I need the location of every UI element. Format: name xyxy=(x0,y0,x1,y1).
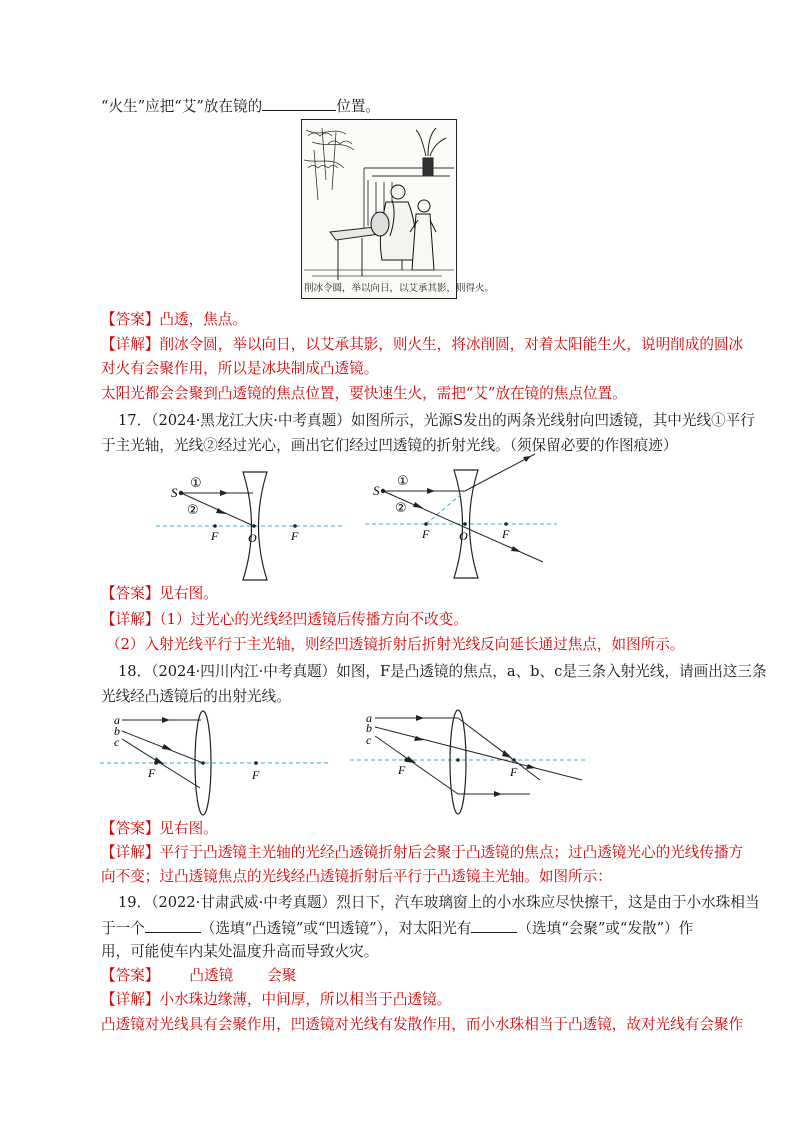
q19-line1: 19．（2022·甘肃武威·中考真题）烈日下，汽车玻璃窗上的小水珠应尽快擦干，这是由于小水珠相当 xyxy=(118,894,760,911)
focus-right xyxy=(293,524,297,528)
q17-detail-line2: （2）入射光线平行于主光轴，则经凹透镜折射后折射光线反向延长通过焦点，如图所示。 xyxy=(106,636,685,653)
illustration-caption: 削冰令圆，举以向日，以艾承其影，则得火。 xyxy=(304,280,454,294)
label-f-right: F xyxy=(510,765,518,779)
ray-b xyxy=(375,727,582,780)
label-ray2: ② xyxy=(395,501,407,516)
label-ray1: ① xyxy=(190,476,202,491)
q19-line3: 用，可能使车内某处温度升高而导致火灾。 xyxy=(101,943,379,960)
label-a: a xyxy=(114,713,120,727)
label-a: a xyxy=(366,711,372,725)
q18-answer: 【答案】见右图。 xyxy=(101,820,218,837)
label-c: c xyxy=(366,733,372,747)
focus-left xyxy=(213,524,217,528)
q17-line2: 于主光轴，光线②经过光心，画出它们经过凹透镜的折射光线。（须保留必要的作图痕迹） xyxy=(101,437,678,454)
q18-detail-line2: 向不变；过凸透镜焦点的光线经凸透镜折射后平行于凸透镜主光轴。如图所示： xyxy=(101,868,612,885)
label-c: c xyxy=(114,735,120,749)
q19-detail: 【详解】小水珠边缘薄，中间厚，所以相当于凸透镜。 xyxy=(101,991,452,1008)
label-f-left: F xyxy=(422,527,430,541)
q16-detail-line2: 对火有会聚作用，所以是冰块制成凸透镜。 xyxy=(101,360,379,377)
q18-detail: 【详解】平行于凸透镜主光轴的光经凸透镜折射后会聚于凸透镜的焦点；过凸透镜光心的光线传播方 xyxy=(101,844,744,861)
label-ray2: ② xyxy=(187,503,199,518)
q17-line1: 17．（2024·黑龙江大庆·中考真题）如图所示，光源S发出的两条光线射向凹透镜，其中光线①平行 xyxy=(118,412,755,429)
label-o: O xyxy=(459,529,468,543)
q17-question-figure xyxy=(150,464,350,584)
optical-center xyxy=(252,524,256,528)
answer-blank xyxy=(145,918,201,933)
label-f-right: F xyxy=(252,768,260,782)
q18-answer-figure xyxy=(350,708,590,820)
label-s: S xyxy=(373,483,380,498)
label-f-left: F xyxy=(211,529,219,543)
convex-lens xyxy=(450,710,466,814)
answer-text: 凸透，焦点。 xyxy=(159,311,247,328)
q17-answer: 【答案】见右图。 xyxy=(101,585,218,602)
illustration-drawing xyxy=(302,120,456,298)
label-s: S xyxy=(171,485,178,500)
q16-tail-line: “火生”应把“艾”放在镜的 位置。 xyxy=(101,98,380,115)
label-f-right: F xyxy=(291,529,299,543)
label-b: b xyxy=(114,724,120,738)
detail-tag: 【详解】 xyxy=(101,336,160,353)
answer-blank xyxy=(262,96,336,111)
q19-line2: 于一个 （选填“凸透镜”或“凹透镜”），对太阳光有 （选填“会聚”或“发散”）作 xyxy=(101,920,694,937)
q16-detail-line3: 太阳光都会会聚到凸透镜的焦点位置，要快速生火，需把“艾”放在镜的焦点位置。 xyxy=(101,385,627,402)
q19-detail-line2: 凸透镜对光线具有会聚作用，凹透镜对光线有发散作用，而小水珠相当于凸透镜，故对光线有会聚作 xyxy=(101,1016,744,1033)
label-f-left: F xyxy=(398,763,406,777)
ray-1-out xyxy=(465,454,535,491)
label-ray1: ① xyxy=(397,474,409,489)
ray-a-out xyxy=(458,718,540,780)
q16-answer xyxy=(101,310,247,330)
q18-line2: 光线经凸透镜后的出射光线。 xyxy=(101,688,291,705)
q17-answer-figure xyxy=(365,452,565,592)
answer-tag: 【答案】 xyxy=(101,311,160,328)
q17-detail: 【详解】（1）过光心的光线经凹透镜后传播方向不改变。 xyxy=(101,611,468,628)
answer-blank xyxy=(471,918,517,933)
label-f-right: F xyxy=(502,527,510,541)
q18-question-figure xyxy=(100,708,336,818)
q18-line1: 18．（2024·四川内江·中考真题）如图，F是凸透镜的焦点，a、b、c是三条入射光线，请画出这三条 xyxy=(118,663,767,680)
label-f-left: F xyxy=(148,766,156,780)
label-o: O xyxy=(248,531,257,545)
q19-answer: 【答案】 凸透镜 会聚 xyxy=(101,967,297,984)
ancient-illustration xyxy=(301,119,495,299)
label-b: b xyxy=(366,721,372,735)
q16-detail: 【详解】削冰令圆，举以向日，以艾承其影，则火生，将冰削圆，对着太阳能生火，说明削成的圆冰 xyxy=(101,336,744,353)
